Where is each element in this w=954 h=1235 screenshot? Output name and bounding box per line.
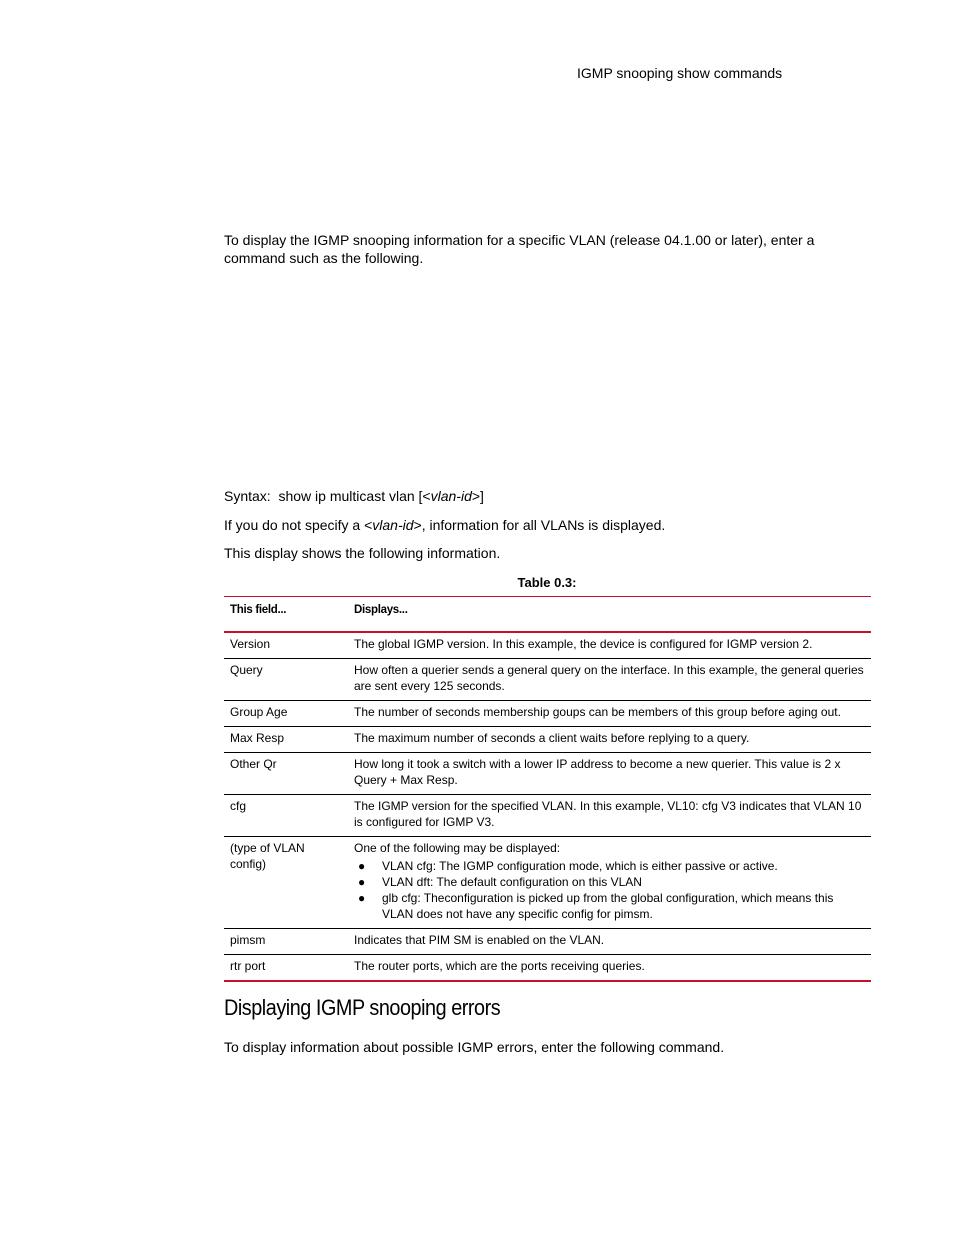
bullet-text: VLAN dft: The default configuration on this VLAN xyxy=(382,875,642,889)
table-row xyxy=(224,795,871,837)
row-field: Version xyxy=(224,632,354,659)
row-desc: The global IGMP version. In this example, the device is configured for IGMP version 2. xyxy=(354,632,871,659)
row-desc: The IGMP version for the specified VLAN. In this example, VL10: cfg V3 indicates that VLAN 10 is configured for IGMP V3. xyxy=(354,795,871,837)
vlan-note-pre: If you do not specify a < xyxy=(224,517,373,533)
table-row xyxy=(224,753,871,795)
vlan-note-post: >, information for all VLANs is displayed. xyxy=(413,517,666,533)
table-row xyxy=(224,837,871,929)
row-desc: The router ports, which are the ports receiving queries. xyxy=(354,955,871,982)
row-desc: The maximum number of seconds a client waits before replying to a query. xyxy=(354,727,871,753)
row-desc: How long it took a switch with a lower IP address to become a new querier. This value is 2 x Query + Max Resp. xyxy=(354,753,871,795)
header-displays: Displays... xyxy=(354,597,871,633)
table-row xyxy=(224,632,871,659)
running-head: IGMP snooping show commands xyxy=(577,65,783,81)
bullet-icon: ● xyxy=(358,875,366,889)
bullet-icon: ● xyxy=(358,891,366,905)
display-intro: This display shows the following information. xyxy=(224,545,501,561)
syntax-command: show ip multicast vlan xyxy=(278,488,415,504)
row-desc: The number of seconds membership goups can be members of this group before aging out. xyxy=(354,701,871,727)
list-item xyxy=(358,874,865,890)
table-row xyxy=(224,955,871,982)
row-desc: How often a querier sends a general query on the interface. In this example, the general queries are sent every 125 seconds. xyxy=(354,659,871,701)
list-item xyxy=(358,858,865,874)
row-desc: Indicates that PIM SM is enabled on the VLAN. xyxy=(354,929,871,955)
row-desc: One of the following may be displayed: xyxy=(354,841,561,855)
list-item xyxy=(358,890,865,922)
syntax-close: >] xyxy=(471,488,484,504)
table-row xyxy=(224,701,871,727)
vlan-note-arg: vlan-id xyxy=(372,517,414,533)
intro-paragraph: To display the IGMP snooping information for a specific VLAN (release 04.1.00 or later), enter a command such as the following. xyxy=(224,232,815,266)
section-heading: Displaying IGMP snooping errors xyxy=(224,995,501,1020)
row-desc-list xyxy=(354,837,871,929)
syntax-label: Syntax: xyxy=(224,488,271,504)
section-paragraph: To display information about possible IGMP errors, enter the following command. xyxy=(224,1039,725,1055)
bullet-icon: ● xyxy=(358,859,366,873)
row-field: (type of VLAN config) xyxy=(224,837,354,929)
syntax-arg: vlan-id xyxy=(430,488,472,504)
bullet-text: glb cfg: Theconfiguration is picked up from the global configuration, which means this VLAN does not have any specific config for pimsm. xyxy=(382,891,834,921)
row-field: Max Resp xyxy=(224,727,354,753)
table-row xyxy=(224,929,871,955)
row-field: cfg xyxy=(224,795,354,837)
bullet-text: VLAN cfg: The IGMP configuration mode, which is either passive or active. xyxy=(382,859,778,873)
row-field: Query xyxy=(224,659,354,701)
row-field: Group Age xyxy=(224,701,354,727)
header-field: This field... xyxy=(224,597,354,633)
syntax-line xyxy=(224,488,484,504)
row-field: Other Qr xyxy=(224,753,354,795)
table-header-row xyxy=(224,597,871,633)
syntax-open: [< xyxy=(414,488,431,504)
table-caption: Table 0.3: xyxy=(517,575,577,590)
row-field: rtr port xyxy=(224,955,354,982)
table-row xyxy=(224,659,871,701)
info-table xyxy=(224,596,871,982)
bullet-list xyxy=(354,858,865,922)
row-field: pimsm xyxy=(224,929,354,955)
table-row xyxy=(224,727,871,753)
vlan-note xyxy=(224,516,864,534)
